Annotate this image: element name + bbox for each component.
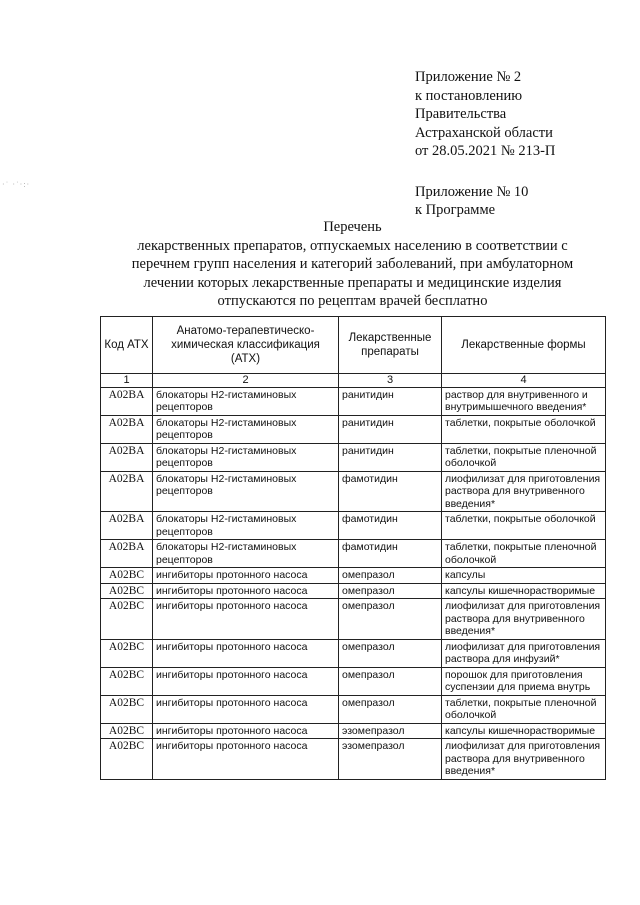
appendix-number-2: Приложение № 10 [415, 183, 529, 200]
classification-cell: блокаторы H2-гистаминовых рецепторов [153, 443, 339, 471]
government: Правительства [415, 106, 507, 122]
scan-artifact: ·˙ ·˙·:· [2, 180, 31, 189]
drug-cell: ранитидин [339, 415, 442, 443]
dosage-form-cell: раствор для внутривенного и внутримышечного введения* [442, 387, 606, 415]
dosage-form-cell: лиофилизат для приготовления раствора для внутривенного введения* [442, 739, 606, 780]
classification-cell: блокаторы H2-гистаминовых рецепторов [153, 540, 339, 568]
atx-code-cell: A02BC [101, 739, 153, 780]
drug-cell: эзомепразол [339, 739, 442, 780]
table-header-row [101, 317, 606, 374]
dosage-form-cell: капсулы кишечнорастворимые [442, 723, 606, 739]
drug-table [100, 316, 606, 780]
atx-code-cell: A02BA [101, 512, 153, 540]
drug-cell: омепразол [339, 667, 442, 695]
header-drugs: Лекарственные препараты [339, 317, 442, 374]
column-number: 4 [442, 374, 606, 388]
atx-code-cell: A02BA [101, 443, 153, 471]
atx-code-cell: A02BA [101, 471, 153, 512]
drug-cell: омепразол [339, 695, 442, 723]
atx-code-cell: A02BC [101, 723, 153, 739]
to-program: к Программе [415, 202, 496, 218]
table-row [101, 723, 606, 739]
classification-cell: ингибиторы протонного насоса [153, 667, 339, 695]
classification-cell: блокаторы H2-гистаминовых рецепторов [153, 387, 339, 415]
header-atx-classification: Анатомо-терапевтическо-химическая классификация (АТХ) [153, 317, 339, 374]
title-line-1: Перечень [323, 219, 382, 235]
column-number: 1 [101, 374, 153, 388]
header-dosage-forms: Лекарственные формы [442, 317, 606, 374]
table-row [101, 639, 606, 667]
classification-cell: ингибиторы протонного насоса [153, 639, 339, 667]
dosage-form-cell: капсулы [442, 568, 606, 584]
drug-cell: ранитидин [339, 443, 442, 471]
drug-cell: омепразол [339, 639, 442, 667]
classification-cell: ингибиторы протонного насоса [153, 599, 339, 640]
atx-code-cell: A02BC [101, 583, 153, 599]
atx-code-cell: A02BC [101, 667, 153, 695]
atx-code-cell: A02BC [101, 568, 153, 584]
column-number-row [101, 374, 606, 388]
atx-code-cell: A02BC [101, 639, 153, 667]
document-title [100, 218, 605, 311]
dosage-form-cell: порошок для приготовления суспензии для приема внутрь [442, 667, 606, 695]
dosage-form-cell: таблетки, покрытые оболочкой [442, 512, 606, 540]
dosage-form-cell: таблетки, покрытые пленочной оболочкой [442, 695, 606, 723]
appendix-header [415, 68, 635, 220]
drug-cell: омепразол [339, 583, 442, 599]
classification-cell: ингибиторы протонного насоса [153, 723, 339, 739]
dosage-form-cell: таблетки, покрытые оболочкой [442, 415, 606, 443]
dosage-form-cell: лиофилизат для приготовления раствора для внутривенного введения* [442, 599, 606, 640]
header-atx-code: Код АТХ [101, 317, 153, 374]
classification-cell: блокаторы H2-гистаминовых рецепторов [153, 471, 339, 512]
table-row [101, 739, 606, 780]
table-row [101, 540, 606, 568]
drug-cell: фамотидин [339, 471, 442, 512]
to-resolution: к постановлению [415, 87, 523, 104]
atx-code-cell: A02BC [101, 599, 153, 640]
drug-cell: омепразол [339, 599, 442, 640]
atx-code-cell: A02BA [101, 540, 153, 568]
atx-code-cell: A02BA [101, 387, 153, 415]
dosage-form-cell: капсулы кишечнорастворимые [442, 583, 606, 599]
table-row [101, 599, 606, 640]
classification-cell: ингибиторы протонного насоса [153, 583, 339, 599]
atx-code-cell: A02BC [101, 695, 153, 723]
table-row [101, 667, 606, 695]
dosage-form-cell: лиофилизат для приготовления раствора для внутривенного введения* [442, 471, 606, 512]
dosage-form-cell: таблетки, покрытые пленочной оболочкой [442, 443, 606, 471]
table-row [101, 583, 606, 599]
title-line-5: отпускаются по рецептам врачей бесплатно [217, 293, 488, 309]
date-number: от 28.05.2021 № 213-П [415, 143, 556, 159]
table-row [101, 415, 606, 443]
drug-cell: фамотидин [339, 512, 442, 540]
classification-cell: ингибиторы протонного насоса [153, 695, 339, 723]
title-line-2: лекарственных препаратов, отпускаемых населению в соответствии с [137, 237, 568, 254]
classification-cell: блокаторы H2-гистаминовых рецепторов [153, 512, 339, 540]
table-row [101, 443, 606, 471]
dosage-form-cell: лиофилизат для приготовления раствора для инфузий* [442, 639, 606, 667]
table-row [101, 695, 606, 723]
table-row [101, 568, 606, 584]
drug-cell: фамотидин [339, 540, 442, 568]
dosage-form-cell: таблетки, покрытые пленочной оболочкой [442, 540, 606, 568]
drug-cell: эзомепразол [339, 723, 442, 739]
table-row [101, 512, 606, 540]
table-row [101, 471, 606, 512]
drug-cell: ранитидин [339, 387, 442, 415]
table-row [101, 387, 606, 415]
title-line-3: перечнем групп населения и категорий заболеваний, при амбулаторном [131, 256, 574, 272]
classification-cell: ингибиторы протонного насоса [153, 739, 339, 780]
classification-cell: блокаторы H2-гистаминовых рецепторов [153, 415, 339, 443]
atx-code-cell: A02BA [101, 415, 153, 443]
column-number: 2 [153, 374, 339, 388]
drug-cell: омепразол [339, 568, 442, 584]
appendix-number: Приложение № 2 [415, 69, 522, 85]
classification-cell: ингибиторы протонного насоса [153, 568, 339, 584]
region: Астраханской области [415, 124, 553, 141]
column-number: 3 [339, 374, 442, 388]
title-line-4: лечении которых лекарственные препараты и медицинские изделия [143, 274, 562, 291]
